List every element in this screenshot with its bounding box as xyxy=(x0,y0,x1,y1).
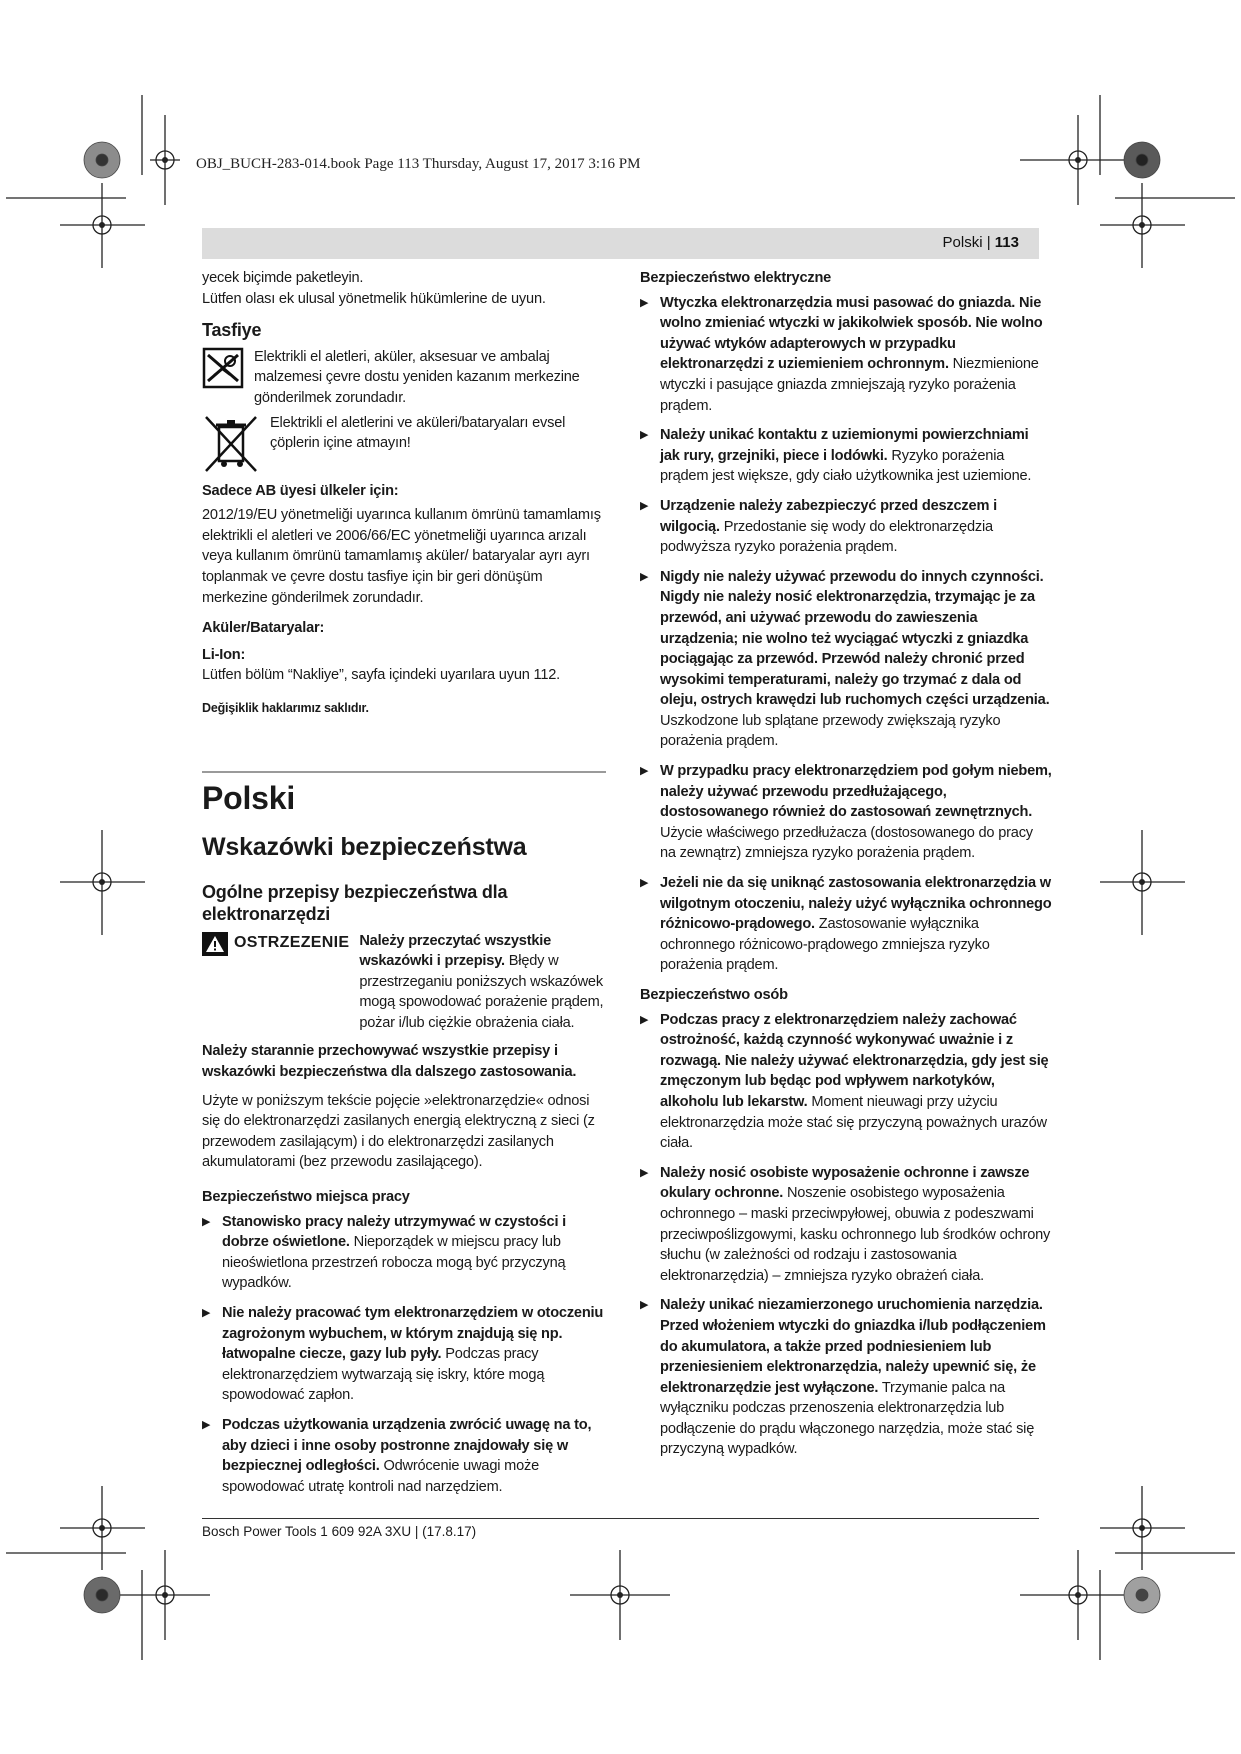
header-section: Polski xyxy=(942,234,983,251)
header-bar xyxy=(202,228,1039,259)
disposal-recycle-row xyxy=(202,347,606,409)
electric-heading: Bezpieczeństwo elektryczne xyxy=(640,270,832,286)
workplace-list xyxy=(202,1212,606,1498)
keep-instructions xyxy=(202,1041,606,1082)
page-header xyxy=(943,234,1019,251)
keep-bold: Należy starannie przechowywać wszystkie przepisy i wskazówki bezpieczeństwa dla dalszego zastosowania. xyxy=(202,1043,577,1081)
crossed-bin-icon xyxy=(202,413,260,475)
eu-heading: Sadece AB üyesi ülkeler için: xyxy=(202,482,399,499)
file-slug: OBJ_BUCH-283-014.book Page 113 Thursday, August 17, 2017 3:16 PM xyxy=(196,156,641,172)
warning-rest: Błędy w przestrzeganiu poniższych wskazówek mogą spowodować porażenie prądem, pożar i/lub ciężkie obrażenia ciała. xyxy=(359,953,604,1031)
list-item: ▶ Urządzenie należy zabezpieczyć przed deszczem i wilgocią. Przedostanie się wody do elektronarzędzia podwyższa ryzyko porażenia prądem. xyxy=(640,496,1052,558)
list-item: ▶ Należy unikać kontaktu z uziemionymi powierzchniami jak rury, grzejniki, piece i lodówki. Ryzyko porażenia prądem jest większe, gdy ciało użytkownika jest uziemione. xyxy=(640,425,1052,487)
right-column xyxy=(640,268,1052,1469)
liion-heading: Li-Ion: xyxy=(202,646,246,663)
language-title: Polski xyxy=(202,779,296,816)
recycling-symbol-icon xyxy=(202,347,244,389)
general-safety-heading: Ogólne przepisy bezpieczeństwa dla elektronarzędzi xyxy=(202,881,508,924)
page-footer: Bosch Power Tools 1 609 92A 3XU | (17.8.17) xyxy=(202,1524,477,1539)
persons-list xyxy=(640,1010,1052,1460)
intro-line-2: Lütfen olası ek ulusal yönetmelik hükümlerine de uyun. xyxy=(202,290,546,307)
list-item: ▶ Podczas użytkowania urządzenia zwrócić uwagę na to, aby dzieci i inne osoby postronne znajdowały się w bezpiecznej odległości. Odwrócenie uwagi może spowodować utratę kontroli nad narzędziem. xyxy=(202,1415,606,1497)
left-column xyxy=(202,268,606,1506)
warning-badge xyxy=(202,932,349,956)
disposal-text-1: Elektrikli el aletleri, aküler, aksesuar ve ambalaj malzemesi çevre dostu yeniden kazanım merkezine gönderilmek zorundadır. xyxy=(254,348,580,406)
list-item: ▶ Należy unikać niezamierzonego uruchomienia narzędzia. Przed włożeniem wtyczki do gniazdka i/lub podłączeniem do akumulatora, a także przed podniesieniem lub przeniesieniem elektronarzędzia, należy upewnić się, że elektronarzędzie jest wyłączone. Trzymanie palca na wyłączniku podczas przenoszenia elektronarzędzia lub podłączenie do prądu włączonego narzędzia, może stać się przyczyną wypadków. xyxy=(640,1295,1052,1460)
disposal-bin-row xyxy=(202,413,606,475)
list-item: ▶ Stanowisko pracy należy utrzymywać w czystości i dobrze oświetlone. Nieporządek w miejscu pracy lub nieoświetlona przestrzeń robocza mogą być przyczyną wypadków. xyxy=(202,1212,606,1294)
warning-block xyxy=(202,931,606,1034)
page-number: 113 xyxy=(994,234,1019,251)
header-separator: | xyxy=(986,234,991,251)
list-item: ▶ Podczas pracy z elektronarzędziem należy zachować ostrożność, każdą czynność wykonywać uważnie i z rozwagą. Nie należy używać elektronarzędzia, gdy jest się zmęczonym lub będąc pod wpływem narkotyków, alkoholu lub lekarstw. Moment nieuwagi przy użyciu elektronarzędzia może stać się przyczyną poważnych urazów ciała. xyxy=(640,1010,1052,1154)
list-item: ▶ Nie należy pracować tym elektronarzędziem w otoczeniu zagrożonym wybuchem, w którym znajdują się np. łatwopalne ciecze, gazy lub pyły. Podczas pracy elektronarzędziem wytwarzają się iskry, które mogą spowodować zapłon. xyxy=(202,1303,606,1406)
rights-reserved: Değişiklik haklarımız saklıdır. xyxy=(202,700,369,715)
safety-title: Wskazówki bezpieczeństwa xyxy=(202,832,527,861)
list-item: ▶ Jeżeli nie da się uniknąć zastosowania elektronarzędzia w wilgotnym otoczeniu, należy użyć wyłącznika ochronnego różnicowo-prądowego. Zastosowanie wyłącznika ochronnego różnicowo-prądowego zmniejsza ryzyko porażenia prądem. xyxy=(640,873,1052,976)
persons-heading: Bezpieczeństwo osób xyxy=(640,987,788,1003)
disposal-text-2: Elektrikli el aletlerini ve aküleri/bataryaları evsel çöplerin içine atmayın! xyxy=(270,414,566,452)
liion-text: Lütfen bölüm “Nakliye”, sayfa içindeki uyarılara uyun 112. xyxy=(202,667,561,684)
list-item: ▶ Nigdy nie należy używać przewodu do innych czynności. Nigdy nie należy nosić elektronarzędzia, trzymając je za przewód, ani używać przewodu do zawieszenia urządzenia; nie wolno też wyciągać wtyczki z gniazdka pociągając za przewód. Przewód należy chronić przed wysokimi temperaturami, należy go trzymać z dala od oleju, ostrych krawędzi lub ruchomych części urządzenia. Uszkodzone lub splątane przewody zwiększają ryzyko porażenia prądem. xyxy=(640,567,1052,752)
workplace-heading: Bezpieczeństwo miejsca pracy xyxy=(202,1189,410,1206)
eu-text: 2012/19/EU yönetmeliği uyarınca kullanım ömrünü tamamlamış elektrikli el aletleri ve 2006/66/EC yönetmeliği uyarınca arızalı veya kullanım ömrünü tamamlamış aküler/ bataryalar ayrı ayrı toplanmak ve çevre dostu tasfiye için bir geri dönüşüm merkezine gönderilmek zorundadır. xyxy=(202,507,601,606)
tasfiye-heading: Tasfiye xyxy=(202,320,262,341)
list-item: ▶ Wtyczka elektronarzędzia musi pasować do gniazda. Nie wolno zmieniać wtyczki w jakikolwiek sposób. Nie wolno używać wtyków adapterowych w przypadku elektronarzędzi z uziemieniem ochronnym. Niezmienione wtyczki i pasujące gniazda zmniejszają ryzyko porażenia prądem. xyxy=(640,293,1052,417)
akuler-heading: Aküler/Bataryalar: xyxy=(202,620,325,637)
footer-rule xyxy=(202,1518,1039,1519)
list-item: ▶ W przypadku pracy elektronarzędziem pod gołym niebem, należy używać przewodu przedłużającego, dostosowanego również do zastosowań zewnętrznych. Użycie właściwego przedłużacza (dostosowanego do pracy na zewnątrz) zmniejsza ryzyko porażenia prądem. xyxy=(640,761,1052,864)
warning-triangle-icon xyxy=(202,932,228,956)
electric-list xyxy=(640,293,1052,976)
intro-line-1: yecek biçimde paketleyin. xyxy=(202,270,364,286)
list-item: ▶ Należy nosić osobiste wyposażenie ochronne i zawsze okulary ochronne. Noszenie osobistego wyposażenia ochronnego – maski przeciwpyłowej, obuwia z podeszwami przeciwpoślizgowymi, kasku ochronnego lub środków ochrony słuchu (w zależności od rodzaju i zastosowania elektronarzędzia) – zmniejsza ryzyko obrażeń ciała. xyxy=(640,1163,1052,1287)
term-definition: Użyte w poniższym tekście pojęcie »elektronarzędzie« odnosi się do elektronarzędzi zasilanych energią elektryczną z sieci (z przewodem zasilającym) i do elektronarzędzi zasilanych akumulatorami (bez przewodu zasilającego). xyxy=(202,1092,595,1171)
warning-text xyxy=(359,931,606,1034)
warning-word: OSTRZEZENIE xyxy=(234,934,350,952)
section-rule xyxy=(202,771,606,773)
warning-bold: Należy przeczytać wszystkie wskazówki i przepisy. xyxy=(359,932,552,970)
